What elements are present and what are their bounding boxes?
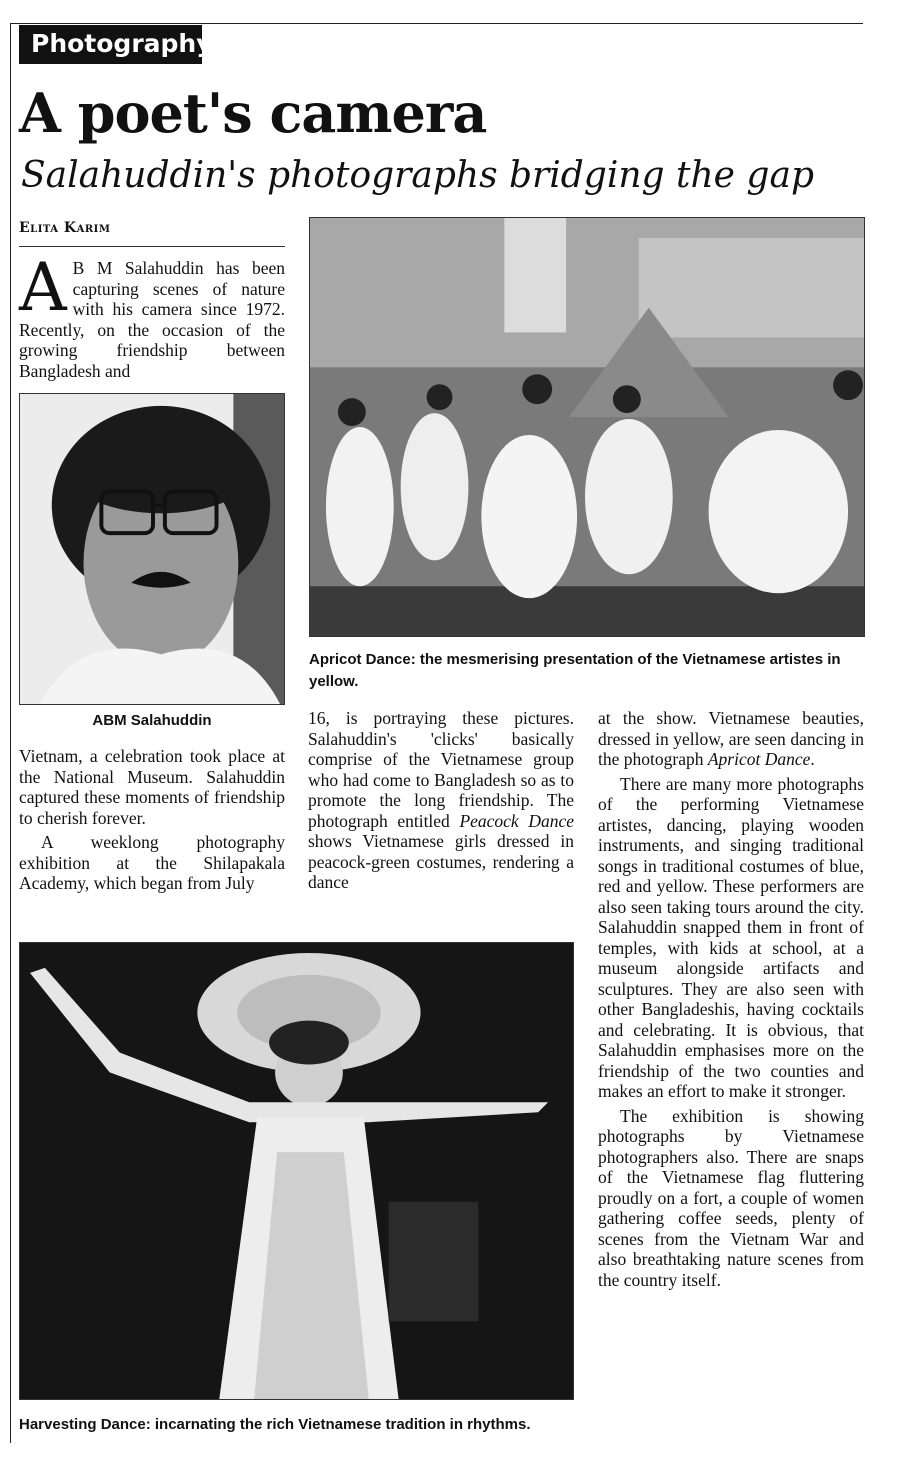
column-2 — [308, 708, 574, 893]
portrait-photo — [19, 393, 285, 705]
column-3 — [598, 708, 864, 1290]
col3-paragraph-3: The exhibition is showing photographs by Vietnamese photographers also. There are snaps of the Vietnamese flag fluttering proudly on a fort, a couple of women gathering coffee seeds, plenty of scenes from the Vietnam War and also breathtaking nature scenes from the country itself. — [598, 1105, 864, 1290]
byline-rule — [19, 246, 285, 247]
col2-text-a: 16, is portraying these pictures. Salahuddin's 'clicks' basically comprise of the Vietnamese group who had come to Bangladesh so as to promote the long friendship. The photograph entitled — [308, 708, 574, 831]
dropcap: A — [19, 249, 67, 326]
col1-paragraph-2: A weeklong photography exhibition at the Shilapakala Academy, which began from July — [19, 832, 285, 893]
harvesting-dance-photo — [19, 942, 574, 1400]
col2-text-b: shows Vietnamese girls dressed in peacock-green costumes, rendering a dance — [308, 831, 574, 892]
col3-text-a: at the show. Vietnamese beauties, dressed in yellow, are seen dancing in the photograph — [598, 708, 864, 769]
column-1 — [19, 746, 285, 894]
col3-paragraph-2: There are many more photographs of the performing Vietnamese artistes, dancing, playing wooden instruments, and singing traditional songs in traditional costumes of blue, red and yellow. These performers are also seen taking tours around the city. Salahuddin snapped them in front of temples, with kids at school, at a museum alongside artifacts and sculptures. They are also seen with other Bangladeshis, having cocktails and celebrating. It is obvious, that Salahuddin emphasises more on the friendship of the two counties and makes an effort to make it stronger. — [598, 773, 864, 1101]
section-tag: Photography — [19, 25, 202, 64]
left-rule — [10, 23, 11, 1443]
apricot-dance-title: Apricot Dance — [707, 749, 811, 769]
col1-paragraph-1: Vietnam, a celebration took place at the National Museum. Salahuddin captured these moments of friendship to cherish forever. — [19, 746, 285, 828]
intro-text: B M Salahuddin has been capturing scenes of nature with his camera since 1972. Recently, on the occasion of the growing friendship between Bangladesh and — [19, 258, 285, 381]
byline-text: Elita Karim — [19, 220, 111, 236]
byline — [19, 220, 110, 236]
intro-paragraph — [19, 249, 285, 381]
subheadline: Salahuddin's photographs bridging the gap — [21, 155, 814, 196]
apricot-dance-caption: Apricot Dance: the mesmerising presentation of the Vietnamese artistes in yellow. — [309, 651, 841, 690]
peacock-dance-title: Peacock Dance — [459, 810, 574, 831]
col3-text-b: . — [810, 749, 815, 769]
apricot-dance-photo — [309, 217, 865, 637]
col2-paragraph-1 — [308, 708, 574, 893]
col3-paragraph-1 — [598, 708, 864, 770]
harvesting-dance-caption: Harvesting Dance: incarnating the rich Vietnamese tradition in rhythms. — [19, 1416, 531, 1433]
portrait-caption: ABM Salahuddin — [92, 712, 212, 729]
headline: A poet's camera — [19, 81, 487, 145]
top-rule — [10, 23, 863, 24]
